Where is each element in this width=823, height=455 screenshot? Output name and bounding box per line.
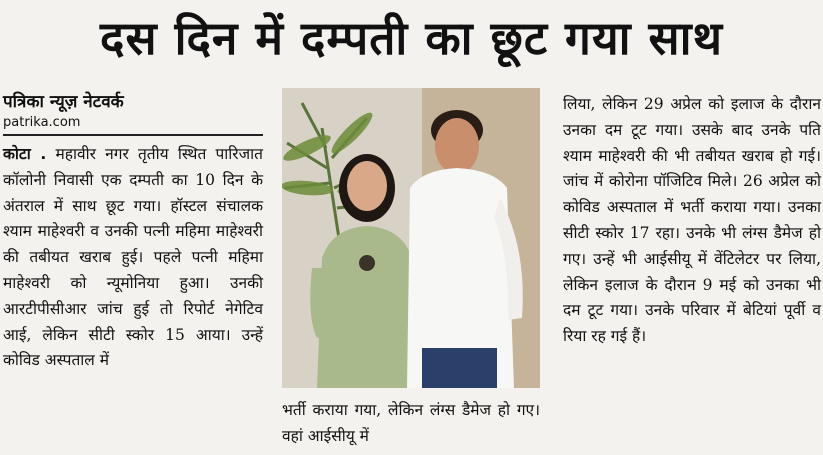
dateline: कोटा .	[3, 145, 47, 163]
article-column-2	[282, 88, 540, 445]
byline: पत्रिका न्यूज़ नेटवर्क	[3, 92, 124, 112]
article-text-1: महावीर नगर तृतीय स्थित पारिजात कॉलोनी निवासी एक दम्पती का 10 दिन के अंतराल में साथ छूट गया। हॉस्टल संचालक श्याम माहेश्वरी व उनकी पत्नी महिमा माहेश्वरी की तबीयत खराब हुई। पहले पत्नी महिमा माहेश्वरी को न्यूमोनिया हुआ। उनकी आरटीपीसीआर जांच हुई तो रिपोर्ट नेगेटिव आई, लेकिन सीटी स्कोर 15 आया। उन्हें कोविड अस्पताल में	[3, 145, 263, 370]
site-url: patrika.com	[3, 115, 81, 130]
couple-photo-illustration	[282, 88, 540, 388]
article-column-1	[3, 92, 263, 374]
headline: दस दिन में दम्पती का छूट गया साथ	[100, 11, 723, 65]
article-paragraph-1	[3, 142, 263, 374]
article-column-3	[563, 92, 821, 350]
article-paragraph-3: लिया, लेकिन 29 अप्रेल को इलाज के दौरान उनका दम टूट गया। उसके बाद उनके पति श्याम माहेश्वरी की भी तबीयत खराब हो गई। जांच में कोरोना पॉजिटिव मिले। 26 अप्रेल को कोविड अस्पताल में भर्ती कराया गया। उनका सीटी स्कोर 17 रहा। उनके भी लंग्स डैमेज हो गए। उन्हें भी आईसीयू में वेंटिलेटर पर लिया, लेकिन इलाज के दौरान 9 मई को उनका भी दम टूट गया। उनके परिवार में बेटियां पूर्वी व रिया रह गई हैं।	[563, 95, 821, 346]
couple-photo	[282, 88, 540, 388]
article-paragraph-2: भर्ती कराया गया, लेकिन लंग्स डैमेज हो गए। वहां आईसीयू में	[282, 401, 540, 445]
byline-divider	[3, 134, 263, 136]
